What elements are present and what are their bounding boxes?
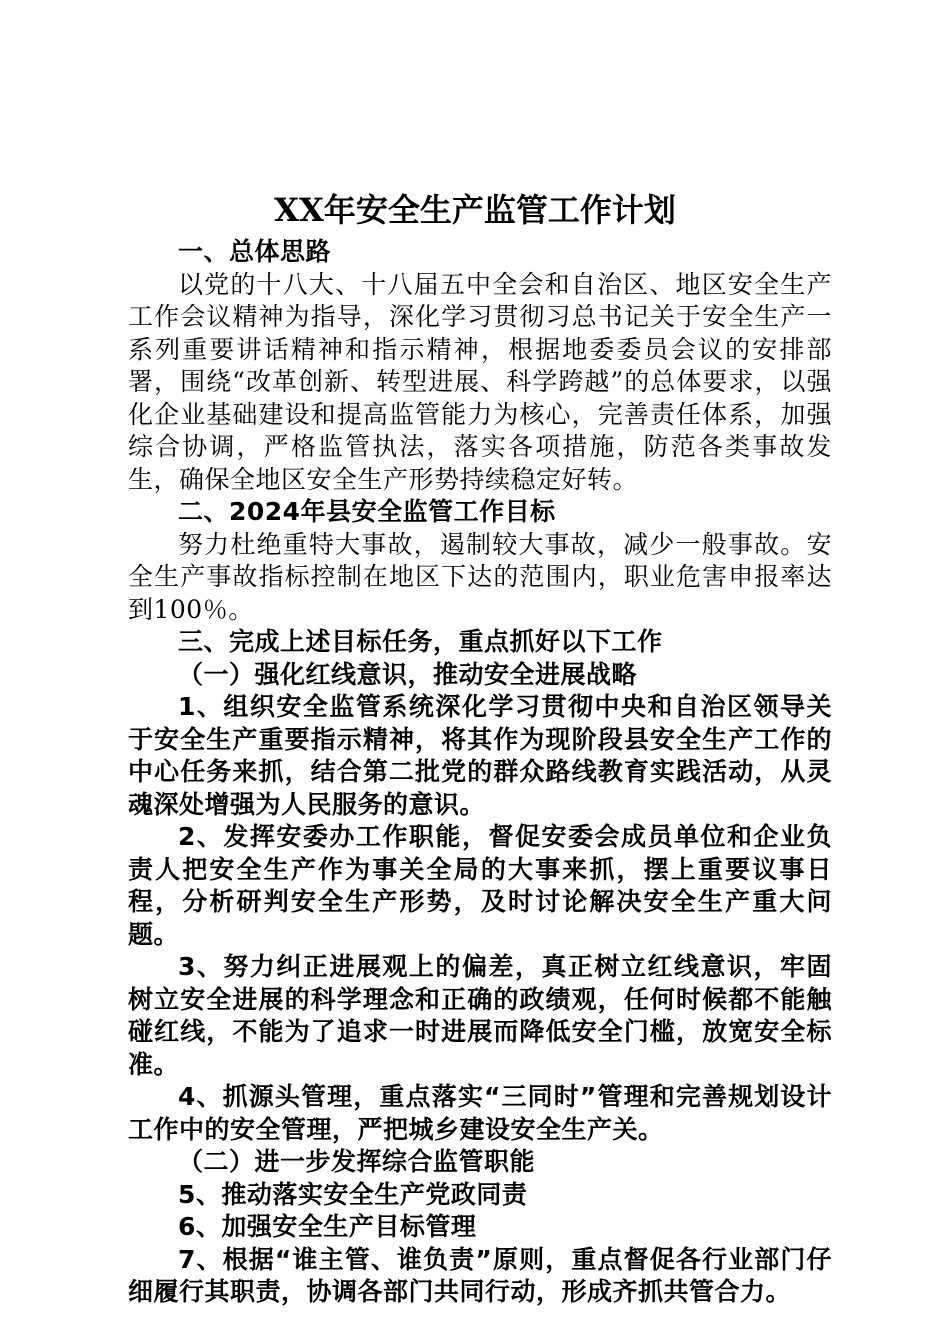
section-heading: 二、2024年县安全监管工作目标 [178,497,556,526]
paragraph: 3、努力纠正进展观上的偏差，真正树立红线意识，牢固树立安全进展的科学理念和正确的政绩观，任何时候都不能触碰红线，不能为了追求一时进展而降低安全门槛，放宽安全标准。 [128,952,832,1079]
paragraph: 2、发挥安委办工作职能，督促安委会成员单位和企业负责人把安全生产作为事关全局的大事来抓，摆上重要议事日程，分析研判安全生产形势，及时讨论解决安全生产重大问题。 [128,822,832,949]
paragraph: 7、根据“谁主管、谁负责”原则，重点督促各行业部门仔细履行其职责，协调各部门共同行动，形成齐抓共管合力。 [128,1244,832,1306]
section-heading: 三、完成上述目标任务，重点抓好以下工作 [178,627,663,656]
paragraph: 4、抓源头管理，重点落实“三同时”管理和完善规划设计工作中的安全管理，严把城乡建设安全生产关。 [128,1082,832,1144]
list-item: 6、加强安全生产目标管理 [178,1212,477,1241]
list-item: 5、推动落实安全生产党政同责 [178,1179,528,1209]
subsection-heading: （一）强化红线意识，推动安全进展战略 [178,659,638,689]
subsection-heading: （二）进一步发挥综合监管职能 [178,1147,536,1176]
paragraph: 努力杜绝重特大事故，遏制较大事故，减少一般事故。安全生产事故指标控制在地区下达的范围内，职业危害申报率达到100％。 [128,529,832,624]
document-body [128,236,832,1309]
document-title: XX年安全生产监管工作计划 [274,191,676,229]
paragraph: 以党的十八大、十八届五中全会和自治区、地区安全生产工作会议精神为指导，深化学习贯彻习总书记关于安全生产一系列重要讲话精神和指示精神，根据地委委员会议的安排部署，围绕“改革创新、转型进展、科学跨越”的总体要求，以强化企业基础建设和提高监管能力为核心，完善责任体系，加强综合协调，严格监管执法，落实各项措施，防范各类事故发生，确保全地区安全生产形势持续稳定好转。 [128,269,832,494]
section-heading: 一、总体思路 [178,237,332,266]
paragraph: 1、组织安全监管系统深化学习贯彻中央和自治区领导关于安全生产重要指示精神，将其作为现阶段县安全生产工作的中心任务来抓，结合第二批党的群众路线教育实践活动，从灵魂深处增强为人民服务的意识。 [128,692,832,819]
